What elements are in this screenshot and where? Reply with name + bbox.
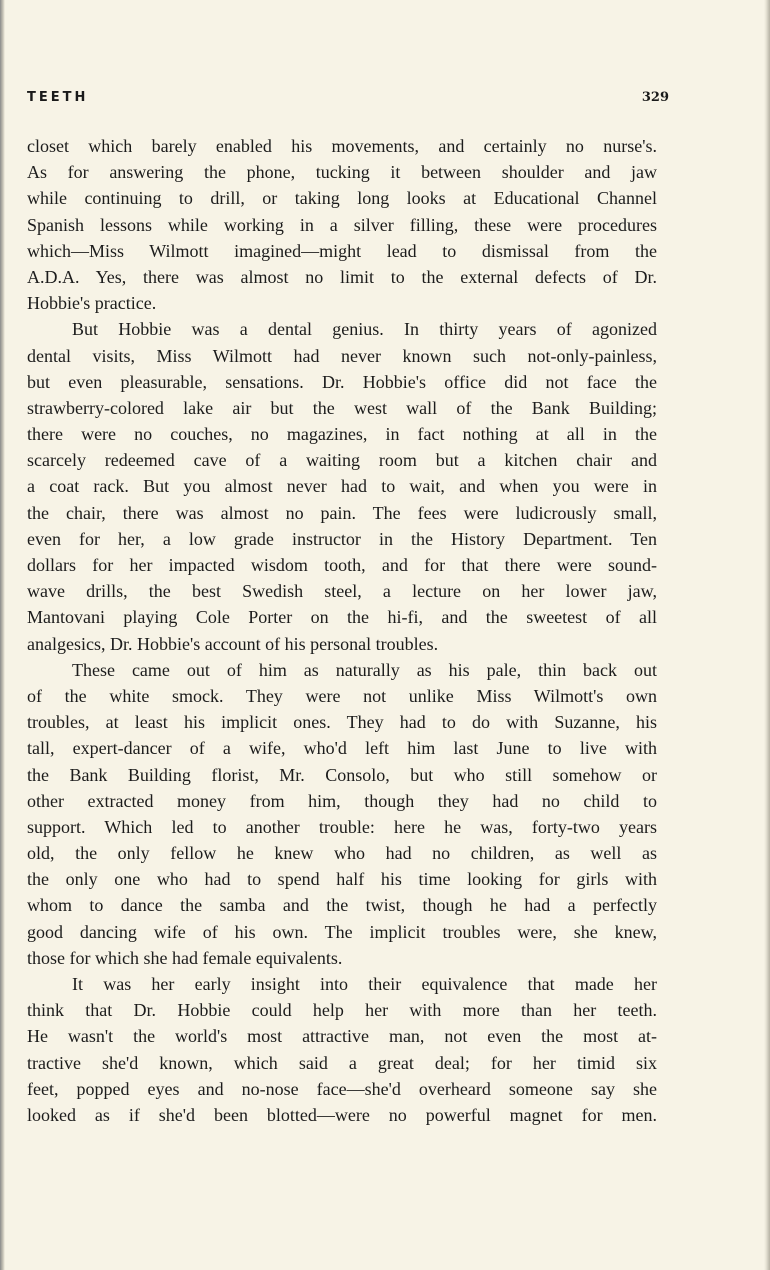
paragraph (27, 133, 657, 316)
running-head-title: TEETH (27, 90, 89, 105)
text-line: troubles, at least his implicit ones. They had to do with Suzanne, his (27, 712, 657, 733)
text-line: These came out of him as naturally as his pale, thin back out (72, 659, 657, 680)
text-line: support. Which led to another trouble: here he was, forty-two years (27, 816, 657, 837)
text-line: there were no couches, no magazines, in fact nothing at all in the (27, 424, 657, 445)
text-line: wave drills, the best Swedish steel, a lecture on her lower jaw, (27, 581, 657, 602)
text-line: the chair, there was almost no pain. The fees were ludicrously small, (27, 502, 657, 523)
paragraph (27, 971, 657, 1128)
paragraph (27, 657, 657, 971)
text-line: tractive she'd known, which said a great deal; for her timid six (27, 1052, 657, 1073)
text-line: looked as if she'd been blotted—were no powerful magnet for men. (27, 1104, 657, 1125)
text-line: strawberry-colored lake air but the west wall of the Bank Building; (27, 397, 657, 418)
text-line: think that Dr. Hobbie could help her with more than her teeth. (27, 1000, 657, 1021)
text-line: dollars for her impacted wisdom tooth, and for that there were sound- (27, 555, 657, 575)
text-line: dental visits, Miss Wilmott had never known such not-only-painless, (27, 345, 657, 366)
text-line: while continuing to drill, or taking long looks at Educational Channel (27, 188, 657, 209)
text-line: It was her early insight into their equivalence that made her (72, 974, 657, 994)
text-line: A.D.A. Yes, there was almost no limit to the external defects of Dr. (27, 266, 657, 287)
text-line: Hobbie's practice. (27, 293, 157, 314)
text-line: scarcely redeemed cave of a waiting room but a kitchen chair and (27, 450, 657, 471)
text-line: He wasn't the world's most attractive man, not even the most at- (27, 1026, 657, 1047)
text-line: closet which barely enabled his movements, and certainly no nurse's. (27, 136, 657, 156)
page-gutter-left (0, 0, 5, 1270)
paragraph (27, 316, 657, 656)
text-line: Mantovani playing Cole Porter on the hi-fi, and the sweetest of all (27, 607, 657, 628)
text-line: tall, expert-dancer of a wife, who'd left him last June to live with (27, 738, 657, 759)
text-line: feet, popped eyes and no-nose face—she'd overheard someone say she (27, 1078, 657, 1099)
text-line: even for her, a low grade instructor in the History Department. Ten (27, 528, 657, 549)
text-line: old, the only fellow he knew who had no children, as well as (27, 843, 657, 864)
body-text (27, 133, 657, 1128)
text-line: good dancing wife of his own. The implicit troubles were, she knew, (27, 921, 657, 942)
running-head (27, 90, 669, 108)
text-line: Spanish lessons while working in a silver filling, these were procedures (27, 214, 657, 235)
text-line: But Hobbie was a dental genius. In thirty years of agonized (72, 319, 657, 340)
text-line: whom to dance the samba and the twist, though he had a perfectly (27, 895, 657, 916)
text-line: the only one who had to spend half his time looking for girls with (27, 869, 657, 890)
text-line: other extracted money from him, though they had no child to (27, 790, 657, 811)
text-line: the Bank Building florist, Mr. Consolo, but who still somehow or (27, 764, 657, 785)
page-number: 329 (641, 90, 669, 105)
text-line: analgesics, Dr. Hobbie's account of his personal troubles. (27, 633, 439, 654)
text-line: which—Miss Wilmott imagined—might lead to dismissal from the (27, 240, 657, 261)
text-line: those for which she had female equivalents. (27, 947, 343, 968)
text-line: of the white smock. They were not unlike Miss Wilmott's own (27, 685, 657, 706)
text-line: As for answering the phone, tucking it between shoulder and jaw (27, 162, 657, 183)
text-line: a coat rack. But you almost never had to wait, and when you were in (27, 476, 657, 497)
text-line: but even pleasurable, sensations. Dr. Hobbie's office did not face the (27, 371, 657, 392)
page-edge-right (764, 0, 770, 1270)
